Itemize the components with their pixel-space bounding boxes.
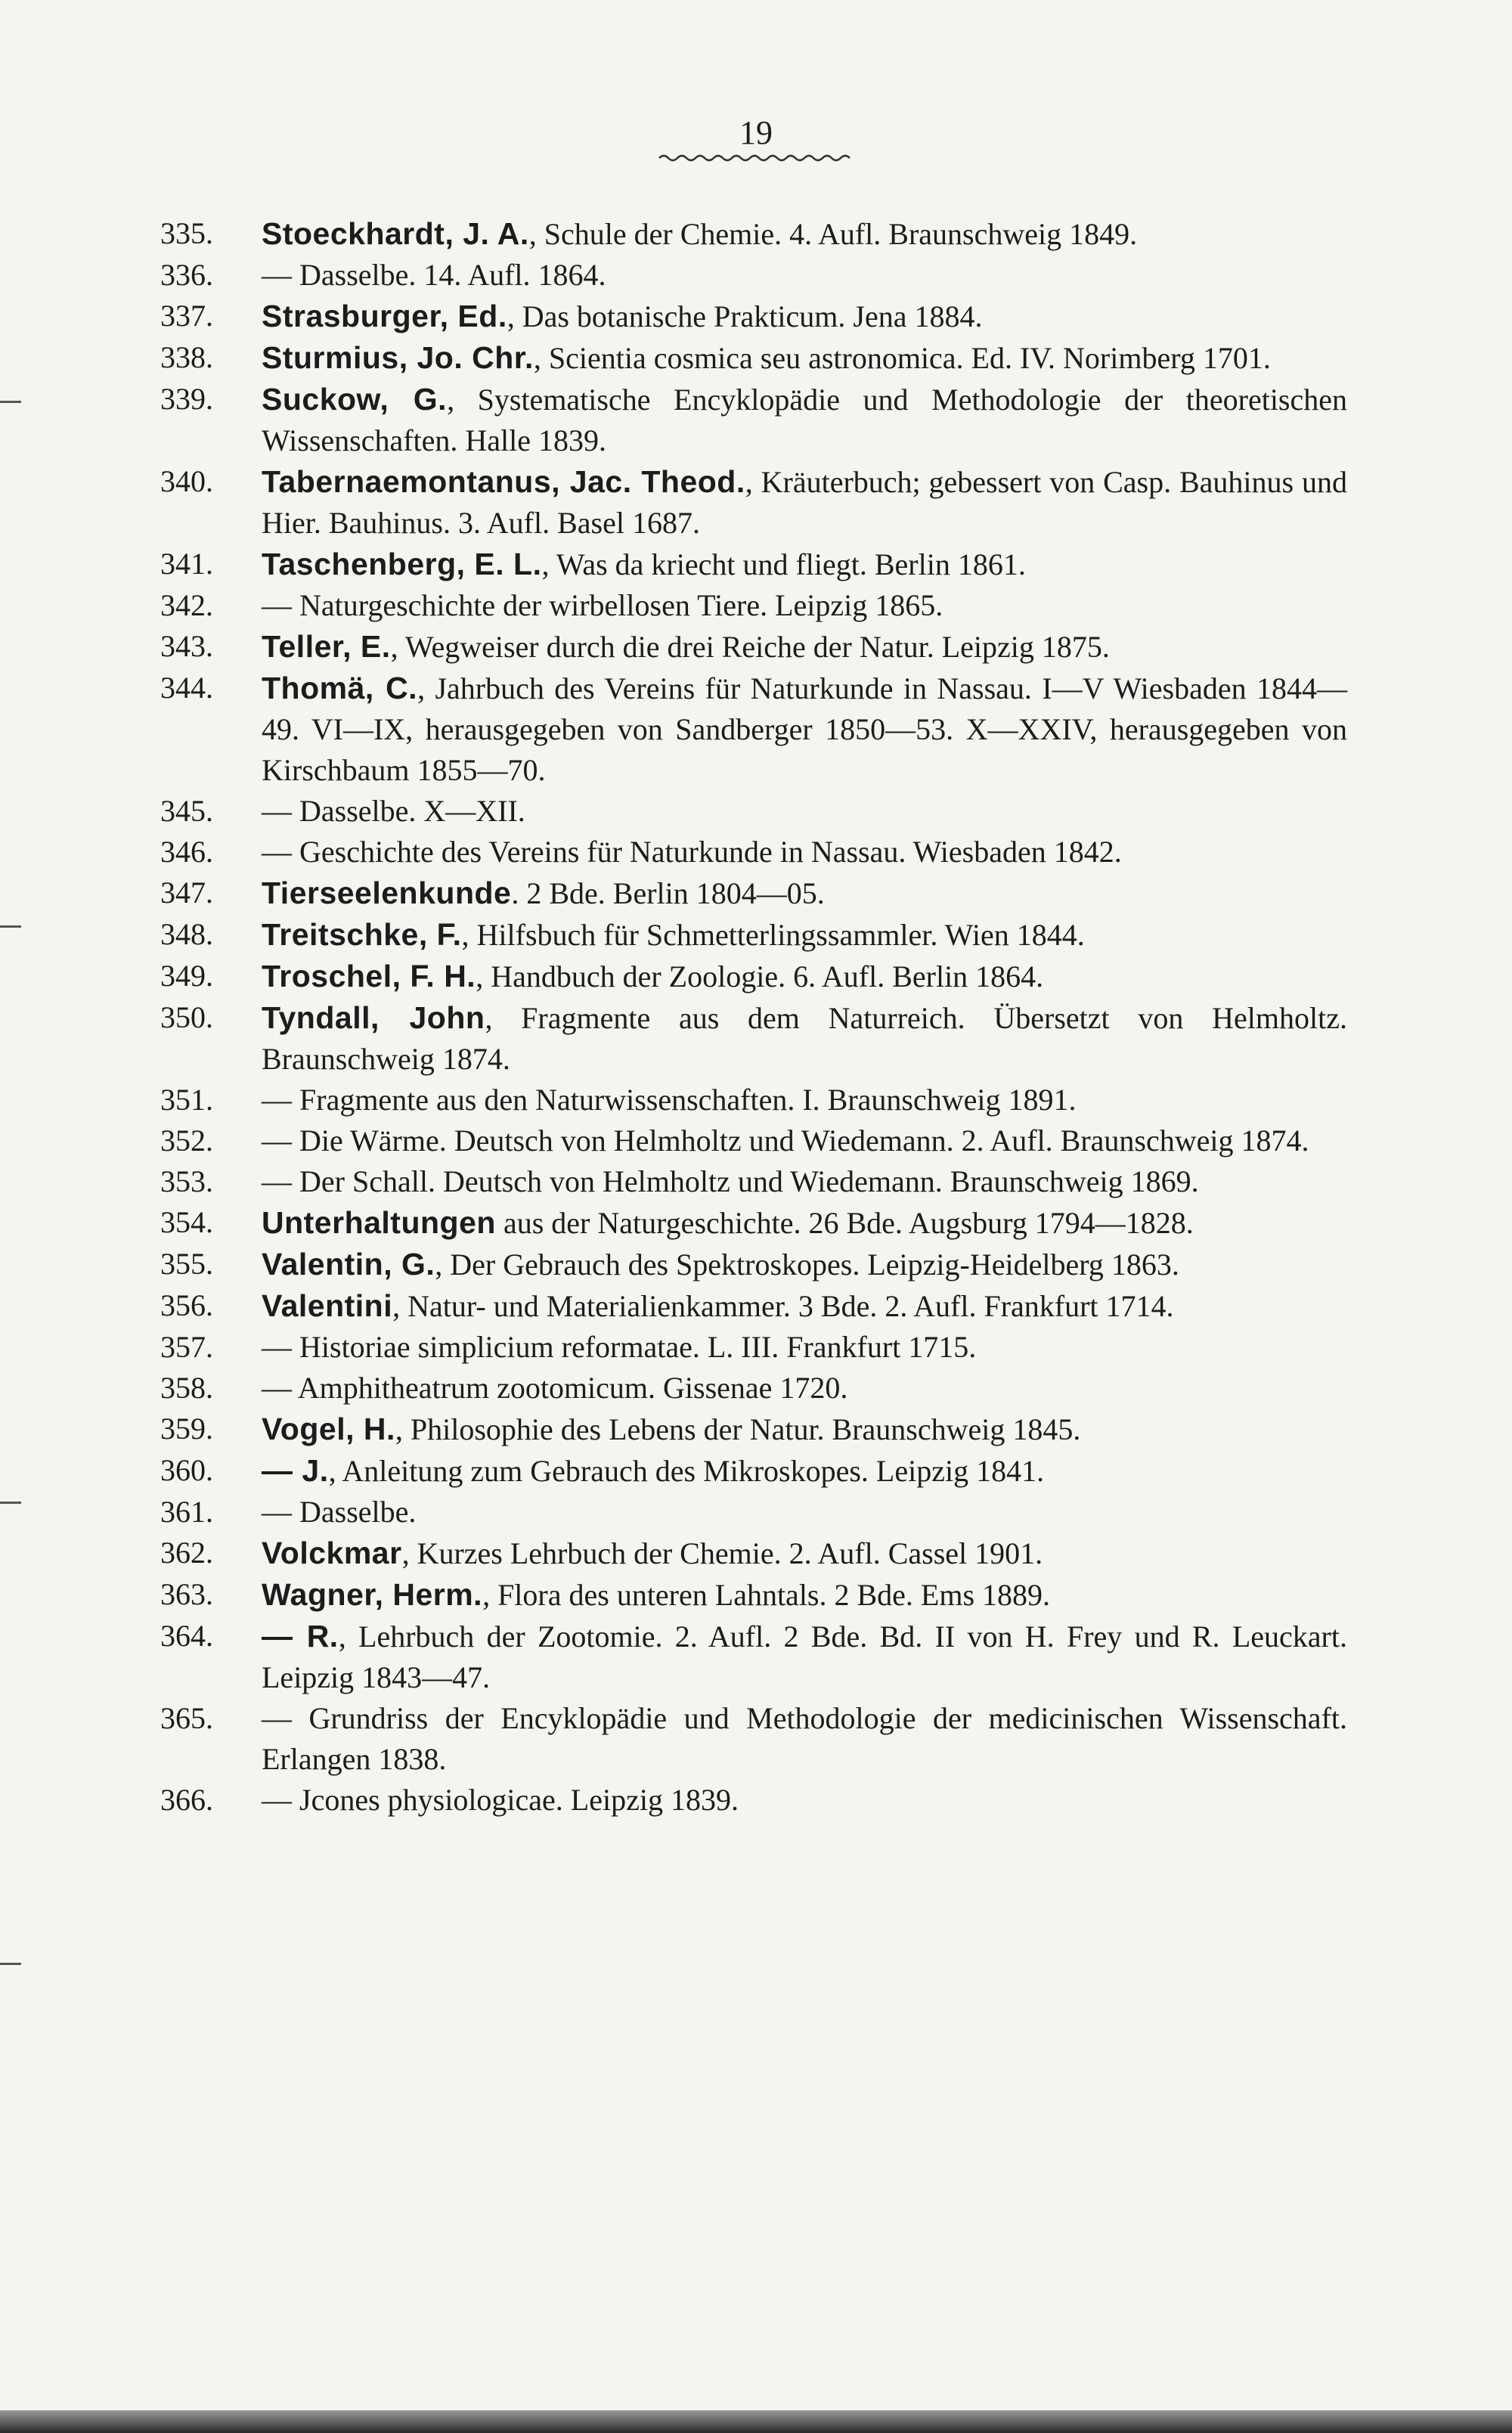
list-item [160,1450,1347,1492]
margin-mark [0,1963,21,1965]
list-item [160,1285,1347,1327]
entry-body [262,626,1347,668]
entry-number: 359. [160,1412,213,1446]
entry-text: — Fragmente aus den Naturwissenschaften. I. Braunschweig 1891. [262,1083,1077,1117]
entry-body [262,544,1347,585]
list-item [160,1161,1347,1202]
entry-text: , Kräuterbuch; gebessert von Casp. Bauhinus und Hier. Bauhinus. 3. Aufl. Basel 1687. [262,465,1347,540]
entry-text: , Handbuch der Zoologie. 6. Aufl. Berlin 1864. [476,959,1044,993]
entry-text: , Der Gebrauch des Spektroskopes. Leipzig-Heidelberg 1863. [435,1247,1179,1282]
entry-body [262,956,1347,997]
entry-text: , Was da kriecht und fliegt. Berlin 1861. [541,547,1026,581]
list-item [160,872,1347,914]
entry-number: 335. [160,216,213,250]
scan-border [0,2410,1512,2433]
list-item [160,213,1347,255]
entry-author: Volckmar [262,1536,402,1570]
entry-body [262,1574,1347,1616]
entry-author: Sturmius, Jo. Chr. [262,340,534,375]
list-item [160,337,1347,379]
entry-author: Wagner, Herm. [262,1577,483,1612]
entry-text: aus der Naturgeschichte. 26 Bde. Augsburg 1794—1828. [495,1206,1194,1240]
entry-number: 362. [160,1536,213,1570]
entry-author: — R. [262,1619,339,1654]
entry-body [262,1492,1347,1533]
entry-text: — Dasselbe. [262,1495,417,1529]
entry-text: — Naturgeschichte der wirbellosen Tiere. Leipzig 1865. [262,588,943,622]
list-item [160,1409,1347,1450]
entry-text: , Philosophie des Lebens der Natur. Braunschweig 1845. [395,1412,1081,1446]
entry-number: 360. [160,1453,213,1487]
entry-author: Tyndall, John [262,1000,485,1035]
entry-body [262,337,1347,379]
entry-text: — Amphitheatrum zootomicum. Gissenae 1720. [262,1371,848,1405]
entry-text: — Die Wärme. Deutsch von Helmholtz und Wiedemann. 2. Aufl. Braunschweig 1874. [262,1124,1309,1158]
entry-text: , Das botanische Prakticum. Jena 1884. [507,299,983,333]
list-item [160,544,1347,585]
entry-text: — Jcones physiologicae. Leipzig 1839. [262,1783,739,1817]
entry-body [262,832,1347,872]
list-item [160,1368,1347,1409]
entry-body [262,1698,1347,1780]
entry-body [262,1327,1347,1368]
list-item [160,1202,1347,1244]
entry-author: Unterhaltungen [262,1205,496,1240]
margin-mark [0,925,21,928]
entry-body [262,1202,1347,1244]
entry-text: , Hilfsbuch für Schmetterlingssammler. Wien 1844. [461,918,1085,952]
entry-number: 344. [160,671,213,705]
entry-body [262,1120,1347,1161]
entry-text: , Fragmente aus dem Naturreich. Übersetzt von Helmholtz. Braunschweig 1874. [262,1001,1347,1076]
list-item [160,1780,1347,1821]
entry-text: , Flora des unteren Lahntals. 2 Bde. Ems 1889. [482,1578,1051,1612]
list-item [160,668,1347,791]
entry-body [262,791,1347,832]
entry-author: Strasburger, Ed. [262,299,507,333]
entry-number: 358. [160,1371,213,1405]
entry-number: 349. [160,959,213,993]
entry-number: 351. [160,1083,213,1117]
entry-text: , Schule der Chemie. 4. Aufl. Braunschweig 1849. [528,217,1138,251]
entry-body [262,255,1347,296]
entry-author: Suckow, G. [262,382,448,417]
list-item [160,1327,1347,1368]
entry-body [262,585,1347,626]
entry-text: — Grundriss der Encyklopädie und Methodologie der medicinischen Wissenschaft. Erlangen 1838. [262,1701,1347,1776]
entry-text: , Anleitung zum Gebrauch des Mikroskopes. Leipzig 1841. [328,1454,1045,1488]
entry-number: 365. [160,1701,213,1735]
entry-body [262,1409,1347,1450]
entry-number: 357. [160,1330,213,1364]
entry-body [262,1450,1347,1492]
entry-text: . 2 Bde. Berlin 1804—05. [511,876,825,910]
entry-body [262,1161,1347,1202]
entry-body [262,296,1347,337]
entry-number: 348. [160,917,213,951]
page-header [643,113,869,163]
entry-author: Valentini [262,1288,393,1323]
entry-author: Stoeckhardt, J. A. [262,216,529,251]
entry-body [262,1368,1347,1409]
entry-author: Thomä, C. [262,671,418,705]
list-item [160,1080,1347,1120]
entry-author: — J. [262,1453,329,1488]
entry-body [262,668,1347,791]
entry-body [262,213,1347,255]
entry-body [262,997,1347,1080]
entry-number: 347. [160,876,213,910]
list-item [160,832,1347,872]
entry-number: 339. [160,382,213,416]
entry-author: Taschenberg, E. L. [262,547,542,581]
list-item [160,1574,1347,1616]
list-item [160,1698,1347,1780]
entry-text: , Kurzes Lehrbuch der Chemie. 2. Aufl. Cassel 1901. [401,1536,1043,1570]
entry-number: 343. [160,629,213,663]
entry-author: Valentin, G. [262,1247,435,1282]
wavy-rule-ornament [658,153,854,163]
entry-body [262,1780,1347,1821]
entry-body [262,1533,1347,1574]
page-number: 19 [739,114,773,151]
entry-number: 354. [160,1205,213,1239]
list-item [160,255,1347,296]
entry-body [262,379,1347,461]
entry-text: , Lehrbuch der Zootomie. 2. Aufl. 2 Bde. Bd. II von H. Frey und R. Leuckart. Leipzig 1843—47. [262,1619,1347,1694]
entry-number: 350. [160,1000,213,1034]
entry-number: 361. [160,1495,213,1529]
list-item [160,1492,1347,1533]
entry-text: — Dasselbe. X—XII. [262,794,525,828]
entry-number: 342. [160,588,213,622]
entry-number: 353. [160,1164,213,1198]
margin-mark [0,1502,21,1504]
entry-text: , Jahrbuch des Vereins für Naturkunde in Nassau. I—V Wiesbaden 1844—49. VI—IX, herausgegeben von Sandberger 1850—53. X—XXIV, herausgegeben von Kirschbaum 1855—70. [262,671,1347,787]
entry-text: — Historiae simplicium reformatae. L. III. Frankfurt 1715. [262,1330,977,1364]
entry-number: 336. [160,258,213,292]
list-item [160,626,1347,668]
entry-number: 338. [160,340,213,374]
entry-author: Tabernaemontanus, Jac. Theod. [262,464,745,499]
list-item [160,997,1347,1080]
entry-text: — Der Schall. Deutsch von Helmholtz und Wiedemann. Braunschweig 1869. [262,1164,1199,1198]
entry-number: 363. [160,1577,213,1611]
list-item [160,461,1347,544]
entry-text: , Systematische Encyklopädie und Methodologie der theoretischen Wissenschaften. Halle 1839. [262,383,1348,457]
entry-author: Teller, E. [262,629,391,664]
entry-number: 366. [160,1783,213,1817]
entry-author: Tierseelenkunde [262,876,512,910]
entry-body [262,461,1347,544]
entry-number: 345. [160,794,213,828]
entry-text: , Wegweiser durch die drei Reiche der Natur. Leipzig 1875. [390,630,1110,664]
list-item [160,791,1347,832]
entry-text: , Scientia cosmica seu astronomica. Ed. IV. Norimberg 1701. [533,341,1271,375]
entry-number: 346. [160,835,213,869]
entry-body [262,1616,1347,1698]
list-item [160,1244,1347,1285]
entry-number: 356. [160,1288,213,1322]
bibliography-list [160,213,1347,1821]
entry-text: , Natur- und Materialienkammer. 3 Bde. 2. Aufl. Frankfurt 1714. [392,1289,1174,1323]
entry-body [262,914,1347,956]
list-item [160,1533,1347,1574]
margin-mark [0,401,21,403]
entry-number: 355. [160,1247,213,1281]
entry-number: 352. [160,1124,213,1158]
entry-number: 337. [160,299,213,333]
list-item [160,1616,1347,1698]
entry-body [262,1285,1347,1327]
entry-author: Treitschke, F. [262,917,462,952]
list-item [160,296,1347,337]
list-item [160,1120,1347,1161]
entry-body [262,1244,1347,1285]
entry-body [262,872,1347,914]
entry-number: 340. [160,464,213,498]
list-item [160,914,1347,956]
list-item [160,585,1347,626]
entry-number: 364. [160,1619,213,1653]
entry-author: Vogel, H. [262,1412,395,1446]
entry-text: — Dasselbe. 14. Aufl. 1864. [262,258,606,292]
list-item [160,956,1347,997]
entry-author: Troschel, F. H. [262,959,476,993]
entry-text: — Geschichte des Vereins für Naturkunde in Nassau. Wiesbaden 1842. [262,835,1122,869]
list-item [160,379,1347,461]
entry-body [262,1080,1347,1120]
entry-number: 341. [160,547,213,581]
